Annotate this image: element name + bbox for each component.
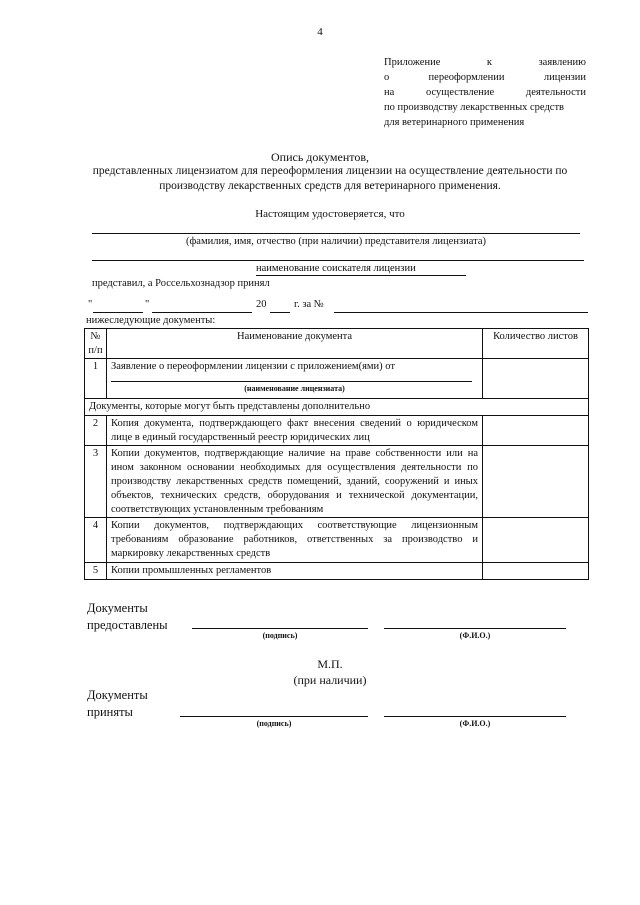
submitted-label-line2: предоставлены: [87, 618, 168, 632]
date-quote-open: ": [88, 299, 93, 310]
appendix-word: деятельности: [525, 87, 586, 98]
accepted-name-caption: (Ф.И.О.): [459, 719, 491, 728]
date-year-field[interactable]: [270, 312, 290, 313]
appendix-word: на: [384, 87, 395, 98]
date-day-field[interactable]: [93, 312, 143, 313]
row1-text: Заявление о переоформлении лицензии с приложением(ями) от: [111, 361, 395, 372]
row-sheets-count[interactable]: [483, 415, 589, 446]
additional-docs-row: [85, 399, 589, 416]
row-number: 2: [85, 415, 107, 446]
following-docs-text: нижеследующие документы:: [86, 315, 216, 326]
date-year-prefix: 20: [256, 299, 267, 310]
appendix-line-5: для ветеринарного применения: [384, 117, 525, 128]
header-document-name: Наименование документа: [107, 329, 483, 359]
appendix-line-4: по производству лекарственных средств: [384, 102, 564, 113]
appendix-word: заявлению: [538, 57, 586, 68]
document-subtitle: представленных лицензиатом для переоформления лицензии на осуществление деятельности по производству лекарственных средств для ветеринарного применения.: [92, 165, 568, 192]
submitted-label: [87, 600, 168, 634]
appendix-block: [384, 55, 586, 130]
row-sheets-count[interactable]: [483, 446, 589, 518]
appendix-word: лицензии: [543, 72, 586, 83]
appendix-word: Приложение: [384, 57, 441, 68]
stamp-label: М.П.: [317, 657, 343, 671]
appendix-word: к: [486, 57, 492, 68]
row-document-name: Копии промышленных регламентов: [107, 562, 483, 579]
appendix-line-3: [384, 85, 586, 100]
submitted-name-field[interactable]: [384, 628, 566, 629]
date-quote-close: ": [145, 299, 150, 310]
date-month-field[interactable]: [152, 312, 252, 313]
appendix-word: переоформлении: [428, 72, 505, 83]
applicant-caption: наименование соискателя лицензии: [256, 263, 416, 274]
row-document-name: Копии документов, подтверждающие наличие на праве собственности или на ином законном основании необходимых для осуществления деятельности по производству лекарственных средств помещений, зданий, сооружений и иных объектов, технических средств, оборудования и технической документации, соответствующих установленным требованиям: [107, 446, 483, 518]
table-row: [85, 518, 589, 562]
submitted-label-line1: Документы: [87, 601, 148, 615]
table-row: [85, 359, 589, 399]
representative-line[interactable]: [92, 233, 580, 234]
submitted-signature-field[interactable]: [192, 628, 368, 629]
row-document-name: [107, 359, 483, 399]
date-number-label: г. за №: [294, 299, 324, 310]
applicant-line[interactable]: [92, 260, 584, 261]
row-document-name: Копии документов, подтверждающих соответствующие лицензионным требованиям образование работников, ответственных за производство и маркировку лекарственных средств: [107, 518, 483, 562]
representative-caption: (фамилия, имя, отчество (при наличии) представителя лицензиата): [186, 236, 486, 247]
additional-docs-header: Документы, которые могут быть представлены дополнительно: [85, 399, 589, 416]
submitted-signature-caption: (подпись): [262, 631, 298, 640]
certify-text: Настоящим удостоверяется, что: [255, 208, 405, 220]
row-number: 5: [85, 562, 107, 579]
row-document-name: Копия документа, подтверждающего факт внесения сведений о юридическом лице в единый государственный реестр юридических лиц: [107, 415, 483, 446]
appendix-word: осуществление: [426, 87, 495, 98]
row-sheets-count[interactable]: [483, 562, 589, 579]
accepted-label-line1: Документы: [87, 688, 148, 702]
applicant-caption-underline: [256, 275, 466, 276]
document-title: Опись документов,: [270, 150, 369, 164]
submitted-name-caption: (Ф.И.О.): [459, 631, 491, 640]
accepted-signature-caption: (подпись): [256, 719, 292, 728]
table-row: [85, 415, 589, 446]
row-sheets-count[interactable]: [483, 359, 589, 399]
row-number: 1: [85, 359, 107, 399]
accepted-signature-field[interactable]: [180, 716, 368, 717]
row-number: 4: [85, 518, 107, 562]
header-number: [85, 329, 107, 359]
page-number: 4: [317, 26, 323, 38]
documents-table: [84, 328, 589, 580]
presented-text: представил, а Россельхознадзор принял: [92, 278, 270, 289]
table-header-row: [85, 329, 589, 359]
accepted-name-field[interactable]: [384, 716, 566, 717]
table-row: [85, 562, 589, 579]
header-number-line2: п/п: [88, 344, 103, 356]
header-number-line1: №: [90, 331, 101, 342]
stamp-note: (при наличии): [293, 673, 367, 687]
header-sheets-count: Количество листов: [483, 329, 589, 359]
appendix-line-2: [384, 70, 586, 85]
appendix-line-1: [384, 55, 586, 70]
appendix-word: о: [384, 72, 390, 83]
licensee-name-caption: (наименование лицензиата): [244, 383, 345, 393]
row-number: 3: [85, 446, 107, 518]
row-sheets-count[interactable]: [483, 518, 589, 562]
table-row: [85, 446, 589, 518]
accepted-label-line2: приняты: [87, 705, 133, 719]
accepted-label: [87, 687, 148, 721]
registration-number-field[interactable]: [334, 312, 588, 313]
